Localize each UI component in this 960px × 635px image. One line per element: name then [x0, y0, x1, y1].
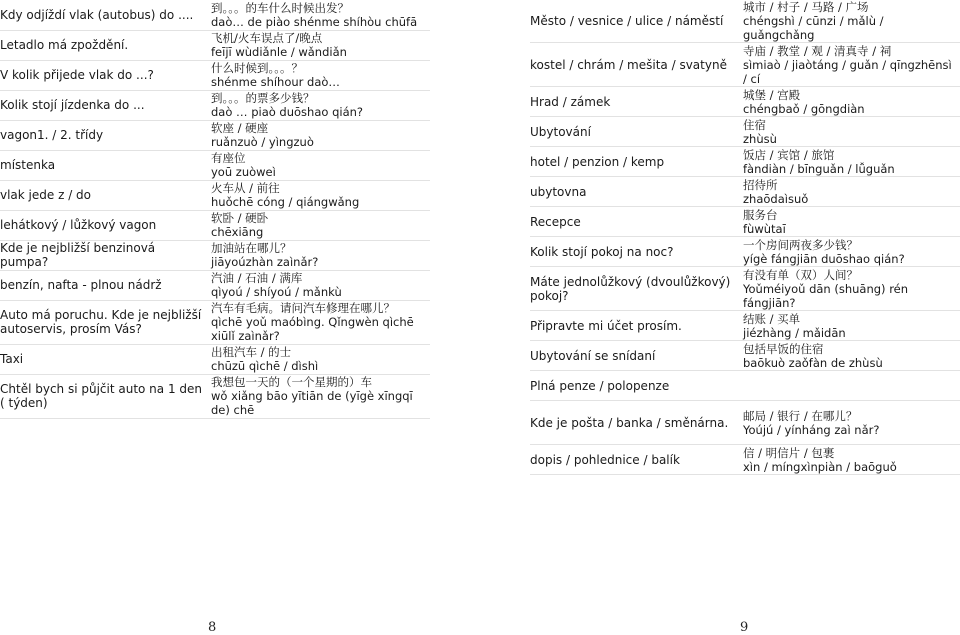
phrase-row	[0, 120, 430, 150]
chinese-cell	[208, 0, 430, 30]
chinese-characters: 飞机/火车误点了/晚点	[211, 31, 323, 45]
phrase-row	[530, 0, 960, 43]
phrase-row	[530, 445, 960, 475]
chinese-characters: 汽车有毛病。请问汽车修理在哪儿？	[211, 301, 395, 315]
chinese-characters: 邮局 / 银行 / 在哪儿？	[743, 408, 858, 423]
phrase-row	[530, 341, 960, 371]
czech-phrase: Hrad / zámek	[530, 87, 740, 117]
czech-phrase: vlak jede z / do	[0, 180, 208, 210]
czech-phrase: Máte jednolůžkový (dvoulůžkový) pokoj?	[530, 267, 740, 311]
czech-phrase: vagon1. / 2. třídy	[0, 120, 208, 150]
chinese-characters: 一个房间两夜多少钱？	[743, 237, 858, 252]
phrase-row	[530, 147, 960, 177]
phrase-row	[0, 0, 430, 30]
chinese-characters: 结账 / 买单	[743, 311, 801, 326]
czech-phrase: Kde je pošta / banka / směnárna.	[530, 401, 740, 445]
pinyin: daò… de piào shénme shíhòu chūfā	[211, 14, 418, 29]
chinese-characters: 城市 / 村子 / 马路 / 广场	[743, 0, 869, 14]
chinese-characters: 服务台	[743, 207, 778, 222]
pinyin: zhaōdaìsuǒ	[743, 191, 809, 206]
pinyin: chéngbaǒ / gōngdiàn	[743, 101, 865, 116]
pinyin: yoū zuòweì	[211, 165, 276, 179]
pinyin: chūzū qìchē / dìshì	[211, 359, 319, 373]
czech-phrase: lehátkový / lůžkový vagon	[0, 210, 208, 240]
phrase-row	[530, 43, 960, 87]
czech-phrase: Kolik stojí jízdenka do ...	[0, 90, 208, 120]
pinyin: sìmiaò / jiaòtáng / guǎn / qīngzhēnsì / cí	[743, 57, 952, 86]
czech-phrase: Plná penze / polopenze	[530, 371, 740, 401]
chinese-characters: 火车从 / 前往	[211, 181, 280, 195]
phrase-row	[0, 300, 430, 344]
chinese-characters: 寺庙 / 教堂 / 观 / 清真寺 / 祠	[743, 43, 892, 58]
chinese-characters: 招待所	[743, 177, 778, 192]
czech-phrase: Auto má poruchu. Kde je nejbližší autoservis, prosím Vás?	[0, 300, 208, 344]
chinese-characters: 加油站在哪儿？	[211, 241, 292, 255]
czech-phrase: Chtěl bych si půjčit auto na 1 den ( týden)	[0, 374, 208, 418]
chinese-characters: 包括早饭的住宿	[743, 341, 824, 356]
chinese-cell	[208, 344, 430, 374]
chinese-cell	[740, 177, 960, 207]
chinese-cell	[208, 150, 430, 180]
phrase-row	[530, 207, 960, 237]
chinese-cell	[208, 120, 430, 150]
chinese-cell	[740, 147, 960, 177]
phrase-row	[0, 150, 430, 180]
pinyin: chēxiāng	[211, 225, 264, 239]
right-phrase-table	[530, 0, 960, 475]
czech-phrase: benzín, nafta - plnou nádrž	[0, 270, 208, 300]
pinyin: baōkuò zaǒfàn de zhùsù	[743, 355, 883, 370]
czech-phrase: Ubytování	[530, 117, 740, 147]
chinese-cell	[208, 300, 430, 344]
phrase-row	[0, 60, 430, 90]
phrase-row	[530, 237, 960, 267]
phrase-row	[530, 267, 960, 311]
chinese-characters: 有座位	[211, 151, 246, 165]
chinese-cell	[208, 180, 430, 210]
pinyin: Yoǔméiyoǔ dān (shuāng) rén fángjiān?	[743, 281, 909, 310]
chinese-cell	[740, 87, 960, 117]
phrase-row	[0, 30, 430, 60]
phrase-row	[530, 87, 960, 117]
phrase-row	[530, 177, 960, 207]
czech-phrase: místenka	[0, 150, 208, 180]
phrase-row	[0, 90, 430, 120]
chinese-cell	[740, 267, 960, 311]
chinese-cell	[740, 341, 960, 371]
pinyin: ruǎnzuò / yìngzuò	[211, 135, 314, 149]
chinese-cell	[208, 374, 430, 418]
chinese-cell	[208, 210, 430, 240]
page-number-right: 9	[740, 620, 749, 635]
czech-phrase: hotel / penzion / kemp	[530, 147, 740, 177]
phrase-row	[0, 344, 430, 374]
phrase-row	[530, 371, 960, 401]
chinese-cell	[740, 237, 960, 267]
czech-phrase: Připravte mi účet prosím.	[530, 311, 740, 341]
phrase-row	[0, 240, 430, 270]
pinyin: jiézhàng / mǎidān	[743, 325, 846, 340]
czech-phrase: Taxi	[0, 344, 208, 374]
czech-phrase: V kolik přijede vlak do ...?	[0, 60, 208, 90]
chinese-cell	[208, 240, 430, 270]
chinese-characters: 出租汽车 / 的士	[211, 345, 292, 359]
pinyin: chéngshì / cūnzi / mǎlù / guǎngchǎng	[743, 14, 884, 42]
chinese-characters: 住宿	[743, 117, 766, 132]
phrase-row	[530, 401, 960, 445]
phrase-row	[0, 210, 430, 240]
chinese-cell	[740, 371, 960, 401]
page-number-left: 8	[208, 620, 217, 635]
chinese-cell	[740, 43, 960, 87]
chinese-characters: 城堡 / 宫殿	[743, 87, 801, 102]
pinyin: wǒ xiǎng bāo yītiān de (yīgè xīngqī de) chē	[211, 389, 413, 417]
chinese-cell	[740, 445, 960, 475]
right-page	[530, 0, 960, 600]
pinyin: huǒchē cóng / qiángwǎng	[211, 195, 360, 209]
czech-phrase: kostel / chrám / mešita / svatyně	[530, 43, 740, 87]
left-page	[0, 0, 430, 600]
chinese-cell	[740, 311, 960, 341]
chinese-characters: 软卧 / 硬卧	[211, 211, 269, 225]
czech-phrase: ubytovna	[530, 177, 740, 207]
chinese-cell	[740, 117, 960, 147]
pinyin: yígè fángjiān duōshao qián?	[743, 251, 905, 266]
chinese-characters: 到。。。的车什么时候出发？	[211, 0, 349, 15]
pinyin: fùwùtaī	[743, 221, 786, 236]
czech-phrase: Ubytování se snídaní	[530, 341, 740, 371]
pinyin: qìchē yoǔ maóbìng. Qǐngwèn qìchē xiūlǐ zaìnǎr?	[211, 315, 414, 343]
chinese-characters: 信 / 明信片 / 包裹	[743, 445, 835, 460]
pinyin: qìyoú / shíyoú / mǎnkù	[211, 285, 342, 299]
left-phrase-table	[0, 0, 430, 419]
pinyin: feījī wùdiǎnle / wǎndiǎn	[211, 45, 347, 59]
chinese-characters: 饭店 / 宾馆 / 旅馆	[743, 147, 835, 162]
chinese-cell	[208, 90, 430, 120]
phrase-row	[0, 374, 430, 418]
chinese-characters: 汽油 / 石油 / 满库	[211, 271, 303, 285]
chinese-characters: 有没有单（双）人间？	[743, 267, 858, 282]
czech-phrase: Letadlo má zpoždění.	[0, 30, 208, 60]
phrase-row	[0, 180, 430, 210]
pinyin: fàndiàn / bīnguǎn / lǚguǎn	[743, 161, 895, 176]
chinese-characters: 到。。。的票多少钱？	[211, 91, 315, 105]
chinese-characters: 我想包一天的（一个星期的）车	[211, 375, 372, 389]
chinese-cell	[208, 60, 430, 90]
chinese-cell	[740, 207, 960, 237]
chinese-cell	[208, 270, 430, 300]
chinese-characters: 什么时候到。。。？	[211, 61, 303, 75]
pinyin: xìn / míngxìnpiàn / baōguǒ	[743, 459, 897, 474]
czech-phrase: Město / vesnice / ulice / náměstí	[530, 0, 740, 43]
phrase-row	[0, 270, 430, 300]
pinyin: zhùsù	[743, 131, 777, 146]
czech-phrase: Kde je nejbližší benzinová pumpa?	[0, 240, 208, 270]
pinyin: Yoújú / yínháng zaì nǎr?	[743, 422, 880, 437]
czech-phrase: Kdy odjíždí vlak (autobus) do ....	[0, 0, 208, 30]
phrase-row	[530, 311, 960, 341]
czech-phrase: Recepce	[530, 207, 740, 237]
czech-phrase: dopis / pohlednice / balík	[530, 445, 740, 475]
pinyin: shénme shíhour daò…	[211, 75, 340, 89]
pinyin: daò … piaò duōshao qián?	[211, 105, 364, 119]
pinyin: jiāyoúzhàn zaìnǎr?	[211, 255, 319, 269]
chinese-characters: 软座 / 硬座	[211, 121, 269, 135]
chinese-cell	[208, 30, 430, 60]
phrase-row	[530, 117, 960, 147]
chinese-cell	[740, 401, 960, 445]
chinese-cell	[740, 0, 960, 43]
czech-phrase: Kolik stojí pokoj na noc?	[530, 237, 740, 267]
